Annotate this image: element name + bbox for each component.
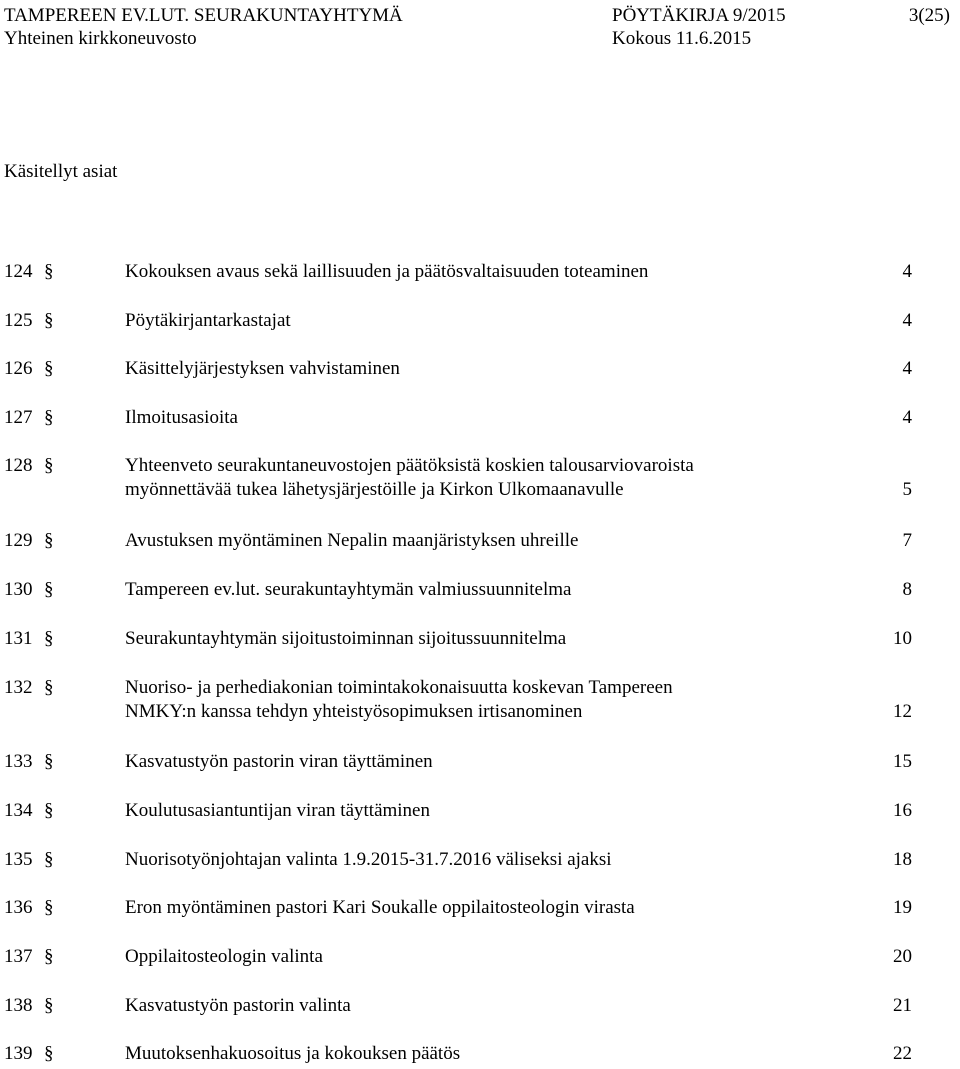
section-sign-icon: § xyxy=(44,407,54,428)
item-title-line: Tampereen ev.lut. seurakuntayhtymän valmiussuunnitelma xyxy=(125,579,572,600)
page-number: 3(25) xyxy=(908,5,950,26)
item-page-number: 8 xyxy=(902,579,912,600)
item-title xyxy=(125,896,855,920)
item-number: 134 xyxy=(4,800,33,821)
section-sign-icon: § xyxy=(44,310,54,331)
item-page-number: 16 xyxy=(893,800,912,821)
item-number: 135 xyxy=(4,849,33,870)
section-sign-icon: § xyxy=(44,849,54,870)
section-sign-icon: § xyxy=(44,579,54,600)
header-left xyxy=(4,4,403,50)
item-number: 124 xyxy=(4,261,33,282)
item-title xyxy=(125,260,855,284)
item-title xyxy=(125,994,855,1018)
item-title xyxy=(125,799,855,823)
item-page-number: 18 xyxy=(893,849,912,870)
document-id: PÖYTÄKIRJA 9/2015 xyxy=(612,5,786,26)
item-title xyxy=(125,454,855,502)
header-right xyxy=(909,4,950,27)
section-sign-icon: § xyxy=(44,530,54,551)
meeting-body: Yhteinen kirkkoneuvosto xyxy=(4,28,197,49)
item-page-number: 5 xyxy=(902,479,912,500)
item-number: 125 xyxy=(4,310,33,331)
section-sign-icon: § xyxy=(44,677,54,698)
item-page-number: 12 xyxy=(893,701,912,722)
item-number: 136 xyxy=(4,897,33,918)
section-sign-icon: § xyxy=(44,751,54,772)
item-title-line: Eron myöntäminen pastori Kari Soukalle oppilaitosteologin virasta xyxy=(125,897,635,918)
item-title xyxy=(125,1042,855,1066)
item-number: 129 xyxy=(4,530,33,551)
item-page-number: 21 xyxy=(893,995,912,1016)
item-title-line: Kokouksen avaus sekä laillisuuden ja päätösvaltaisuuden toteaminen xyxy=(125,261,649,282)
item-title-line: Seurakuntayhtymän sijoitustoiminnan sijoitussuunnitelma xyxy=(125,628,567,649)
item-title-line: Oppilaitosteologin valinta xyxy=(125,946,323,967)
item-page-number: 7 xyxy=(902,530,912,551)
organization-name: TAMPEREEN EV.LUT. SEURAKUNTAYHTYMÄ xyxy=(4,5,403,26)
item-title xyxy=(125,309,855,333)
section-title: Käsitellyt asiat xyxy=(4,161,118,182)
item-title-line: myönnettävää tukea lähetysjärjestöille ja Kirkon Ulkomaanavulle xyxy=(125,479,624,500)
item-page-number: 10 xyxy=(893,628,912,649)
item-number: 139 xyxy=(4,1043,33,1064)
section-sign-icon: § xyxy=(44,995,54,1016)
item-number: 126 xyxy=(4,358,33,379)
item-title-line: Nuoriso- ja perhediakonian toimintakokonaisuutta koskevan Tampereen xyxy=(125,677,673,698)
item-page-number: 4 xyxy=(902,310,912,331)
item-number: 128 xyxy=(4,455,33,476)
item-title xyxy=(125,676,855,724)
section-sign-icon: § xyxy=(44,1043,54,1064)
item-page-number: 4 xyxy=(902,407,912,428)
item-number: 132 xyxy=(4,677,33,698)
item-number: 138 xyxy=(4,995,33,1016)
item-number: 131 xyxy=(4,628,33,649)
item-title-line: Ilmoitusasioita xyxy=(125,407,238,428)
item-title-line: Nuorisotyönjohtajan valinta 1.9.2015-31.7.2016 väliseksi ajaksi xyxy=(125,849,612,870)
item-page-number: 22 xyxy=(893,1043,912,1064)
section-sign-icon: § xyxy=(44,628,54,649)
item-page-number: 20 xyxy=(893,946,912,967)
item-number: 133 xyxy=(4,751,33,772)
header-middle xyxy=(612,4,786,50)
item-title xyxy=(125,578,855,602)
item-title-line: Koulutusasiantuntijan viran täyttäminen xyxy=(125,800,430,821)
section-sign-icon: § xyxy=(44,946,54,967)
item-title-line: Yhteenveto seurakuntaneuvostojen päätöksistä koskien talousarviovaroista xyxy=(125,455,694,476)
item-title xyxy=(125,357,855,381)
item-number: 130 xyxy=(4,579,33,600)
item-title-line: NMKY:n kanssa tehdyn yhteistyösopimuksen irtisanominen xyxy=(125,701,583,722)
item-page-number: 15 xyxy=(893,751,912,772)
meeting-date: Kokous 11.6.2015 xyxy=(612,28,752,49)
item-title-line: Muutoksenhakuosoitus ja kokouksen päätös xyxy=(125,1043,461,1064)
item-page-number: 19 xyxy=(893,897,912,918)
item-page-number: 4 xyxy=(902,261,912,282)
section-sign-icon: § xyxy=(44,800,54,821)
item-title-line: Avustuksen myöntäminen Nepalin maanjäristyksen uhreille xyxy=(125,530,579,551)
item-number: 137 xyxy=(4,946,33,967)
item-number: 127 xyxy=(4,407,33,428)
item-title-line: Kasvatustyön pastorin viran täyttäminen xyxy=(125,751,433,772)
item-title xyxy=(125,529,855,553)
section-sign-icon: § xyxy=(44,261,54,282)
section-sign-icon: § xyxy=(44,358,54,379)
item-page-number: 4 xyxy=(902,358,912,379)
section-sign-icon: § xyxy=(44,455,54,476)
item-title-line: Käsittelyjärjestyksen vahvistaminen xyxy=(125,358,400,379)
item-title xyxy=(125,750,855,774)
item-title-line: Pöytäkirjantarkastajat xyxy=(125,310,291,331)
item-title xyxy=(125,945,855,969)
item-title-line: Kasvatustyön pastorin valinta xyxy=(125,995,351,1016)
item-title xyxy=(125,848,855,872)
item-title xyxy=(125,627,855,651)
item-title xyxy=(125,406,855,430)
section-sign-icon: § xyxy=(44,897,54,918)
